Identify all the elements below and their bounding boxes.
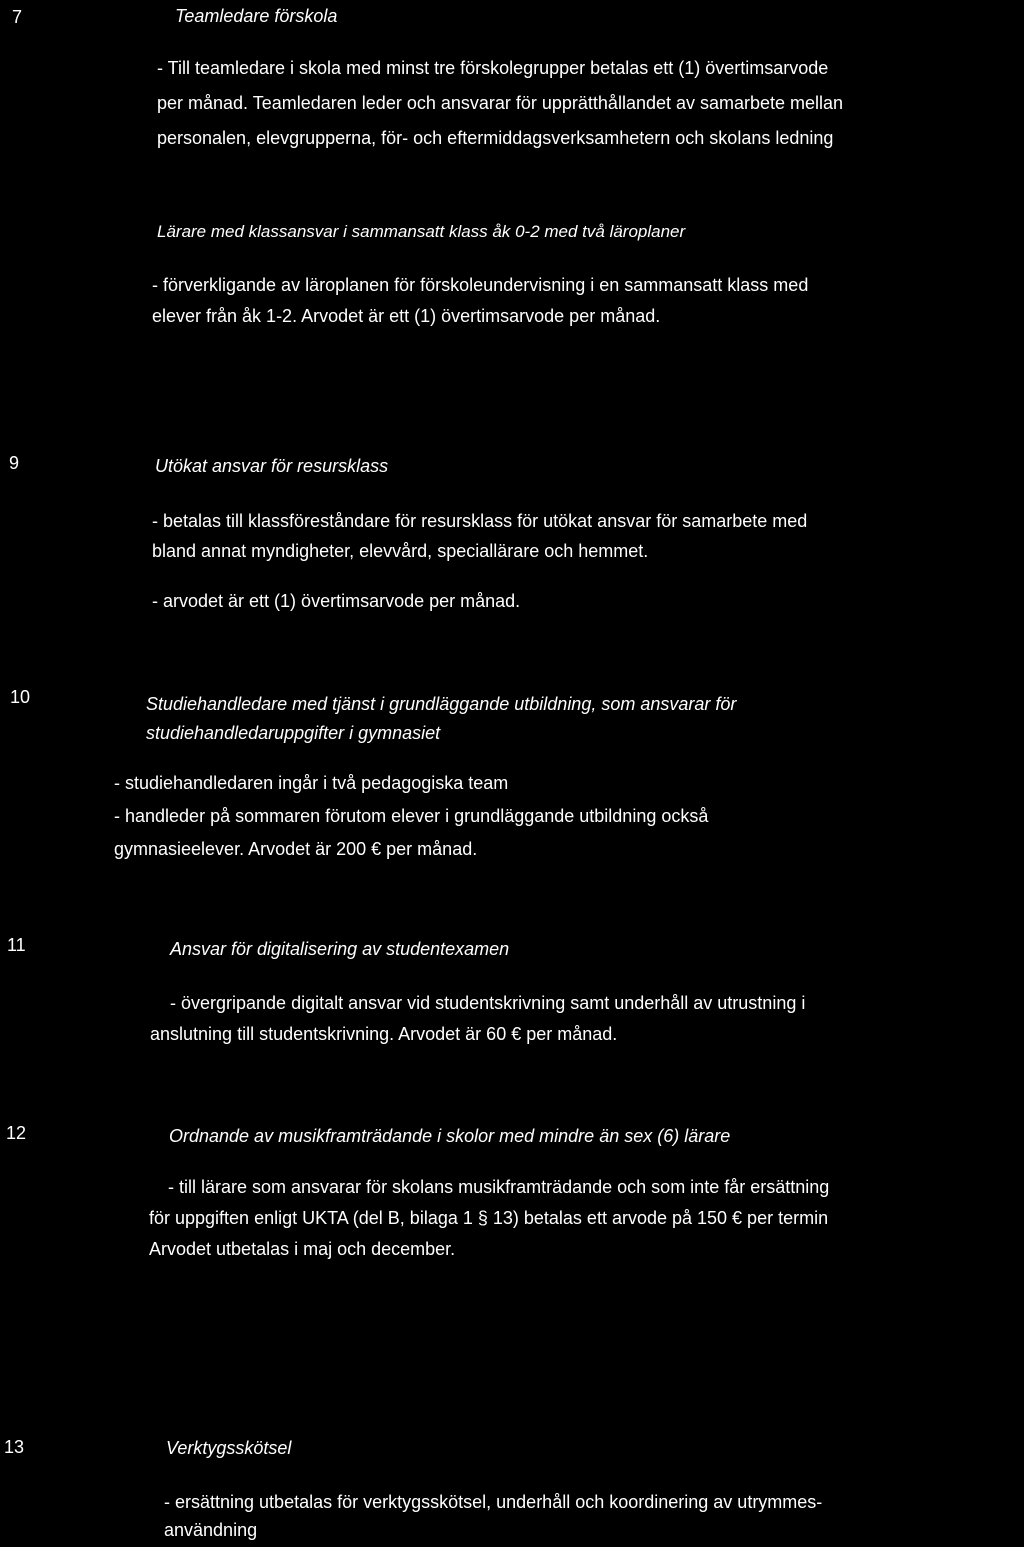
- body-line: gymnasieelever. Arvodet är 200 € per månad.: [114, 839, 478, 859]
- section-body: [149, 1172, 829, 1265]
- section-body: [152, 588, 520, 615]
- body-line: - betalas till klassföreståndare för resursklass för utökat ansvar för samarbete med: [152, 511, 808, 531]
- title-line: studiehandledaruppgifter i gymnasiet: [146, 723, 441, 743]
- section-body: [152, 506, 807, 566]
- body-line: personalen, elevgrupperna, för- och eftermiddagsverksamhetern och skolans ledning: [157, 128, 834, 148]
- section-body: [152, 270, 808, 332]
- section-title: Teamledare förskola: [175, 6, 338, 26]
- section-body: [114, 767, 708, 866]
- body-line: för uppgiften enligt UKTA (del B, bilaga 1 § 13) betalas ett arvode på 150 € per termin: [149, 1208, 829, 1228]
- body-line: - Till teamledare i skola med minst tre förskolegrupper betalas ett (1) övertimsarvode: [157, 58, 829, 78]
- body-line: elever från åk 1-2. Arvodet är ett (1) övertimsarvode per månad.: [152, 306, 661, 326]
- section-number: 7: [12, 7, 23, 27]
- body-line: - övergripande digitalt ansvar vid studentskrivning samt underhåll av utrustning i: [170, 993, 806, 1013]
- body-line: per månad. Teamledaren leder och ansvarar för upprätthållandet av samarbete mellan: [157, 93, 844, 113]
- body-line: - till lärare som ansvarar för skolans musikframträdande och som inte får ersättning: [168, 1177, 830, 1197]
- body-line: - ersättning utbetalas för verktygsskötsel, underhåll och koordinering av utrymmes-: [164, 1492, 823, 1512]
- section-body: [150, 988, 805, 1050]
- section-title: Ordnande av musikframträdande i skolor med mindre än sex (6) lärare: [169, 1126, 731, 1146]
- body-line: - förverkligande av läroplanen för förskoleundervisning i en sammansatt klass med: [152, 275, 809, 295]
- section-title: Lärare med klassansvar i sammansatt klass åk 0-2 med två läroplaner: [157, 222, 686, 241]
- section-title: Utökat ansvar för resursklass: [155, 456, 389, 476]
- body-line: bland annat myndigheter, elevvård, speciallärare och hemmet.: [152, 541, 649, 561]
- section-title: Ansvar för digitalisering av studentexamen: [170, 939, 510, 959]
- section-number: 9: [9, 453, 20, 473]
- section-title: [146, 690, 736, 748]
- body-line: anslutning till studentskrivning. Arvodet är 60 € per månad.: [150, 1024, 618, 1044]
- body-line: - studiehandledaren ingår i två pedagogiska team: [114, 773, 509, 793]
- section-body: [157, 51, 843, 156]
- section-title: Verktygsskötsel: [166, 1438, 292, 1458]
- section-number: 11: [7, 935, 26, 955]
- body-line: Arvodet utbetalas i maj och december.: [149, 1239, 456, 1259]
- body-line: användning: [164, 1520, 258, 1540]
- title-line: Studiehandledare med tjänst i grundläggande utbildning, som ansvarar för: [146, 694, 737, 714]
- section-number: 12: [6, 1123, 27, 1143]
- body-line: - arvodet är ett (1) övertimsarvode per månad.: [152, 591, 521, 611]
- section-number: 10: [10, 687, 31, 707]
- body-line: - handleder på sommaren förutom elever i grundläggande utbildning också: [114, 806, 709, 826]
- section-body: [164, 1488, 822, 1544]
- section-number: 13: [4, 1437, 25, 1457]
